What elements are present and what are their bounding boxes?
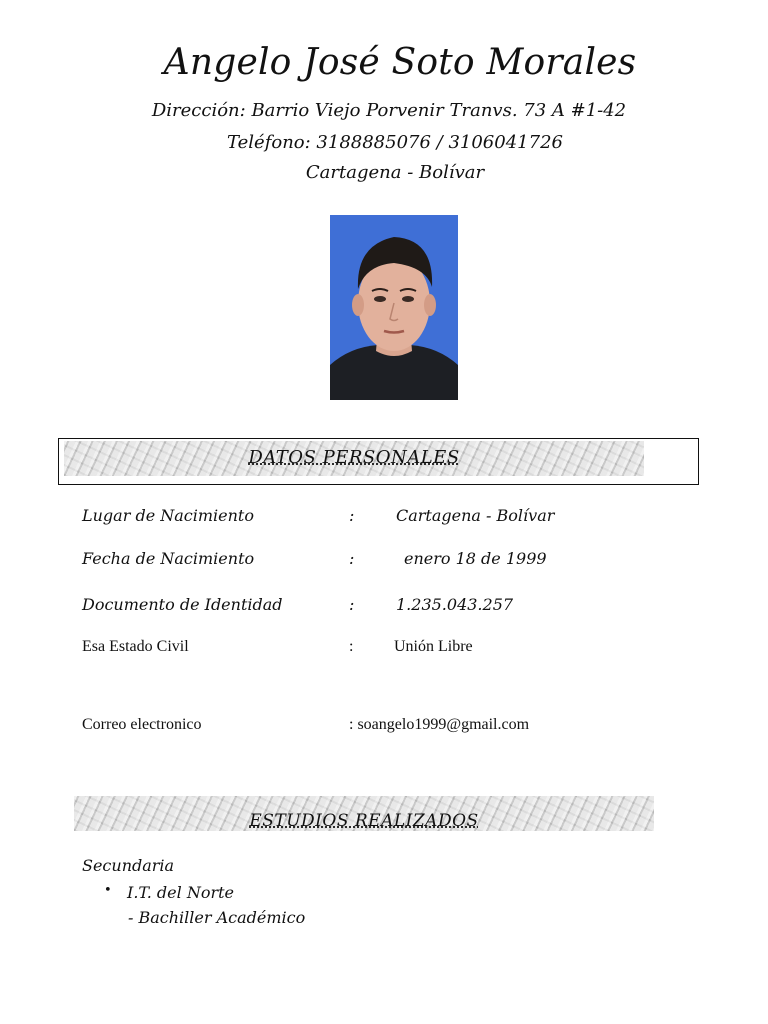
field-label-birthdate: Fecha de Nacimiento [82, 549, 255, 568]
field-label-email: Correo electronico [82, 716, 202, 733]
education-level: Secundaria [82, 856, 175, 875]
studies-header [74, 796, 654, 831]
field-colon: : [349, 506, 355, 525]
field-value-civil-status: Unión Libre [394, 638, 473, 655]
personal-data-header [64, 441, 644, 476]
degree-name: - Bachiller Académico [128, 908, 306, 927]
school-name: I.T. del Norte [127, 883, 234, 902]
applicant-name: Angelo José Soto Morales [163, 42, 637, 83]
field-label-id-document: Documento de Identidad [82, 595, 283, 614]
field-colon: : [349, 549, 355, 568]
phone-line: Teléfono: 3188885076 / 3106041726 [227, 132, 563, 153]
field-label-civil-status: Esa Estado Civil [82, 638, 189, 655]
field-value-email: soangelo1999@gmail.com [357, 716, 530, 733]
city-line: Cartagena - Bolívar [305, 162, 485, 183]
section-title-studies: ESTUDIOS REALIZADOS [249, 811, 479, 831]
person-portrait-icon [330, 215, 458, 400]
field-label-birthplace: Lugar de Nacimiento [82, 506, 254, 525]
field-email-row [349, 716, 529, 734]
field-colon: : [349, 595, 355, 614]
field-colon: : [349, 716, 354, 733]
address-line: Dirección: Barrio Viejo Porvenir Tranvs. 73 A #1-42 [151, 100, 627, 121]
field-value-id-document: 1.235.043.257 [396, 595, 514, 614]
bullet-icon: • [104, 883, 112, 898]
section-title-personal: DATOS PERSONALES [248, 447, 460, 468]
field-value-birthdate: enero 18 de 1999 [404, 549, 547, 568]
profile-photo [330, 215, 458, 400]
field-value-birthplace: Cartagena - Bolívar [396, 506, 555, 525]
field-colon: : [349, 638, 354, 655]
